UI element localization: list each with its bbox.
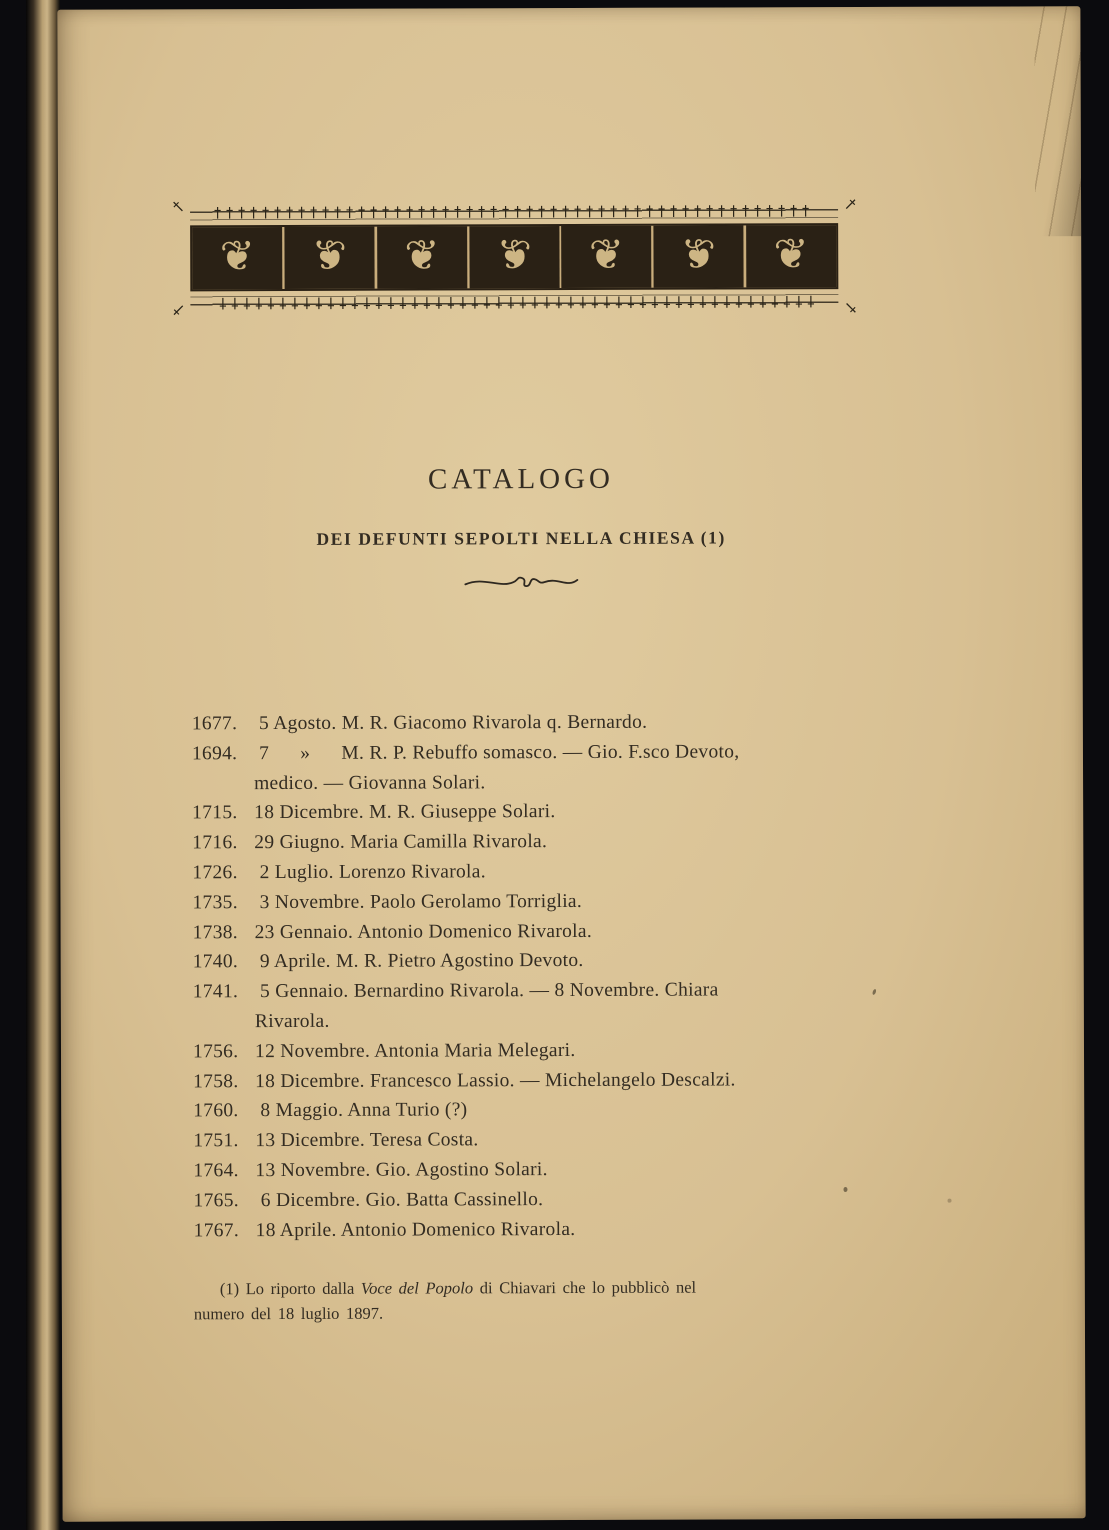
entry-year: 1764. <box>193 1160 239 1182</box>
paper-speck <box>843 1187 847 1192</box>
catalog-entry <box>193 1124 883 1156</box>
entry-text <box>254 886 882 918</box>
entries-list <box>192 707 884 1246</box>
entry-year: 1765. <box>193 1189 239 1212</box>
entry-line: 8 Maggio. Anna Turio (?) <box>255 1099 468 1122</box>
page <box>57 6 1085 1522</box>
ornament-tile-icon: ❦ <box>469 226 559 288</box>
entry-line: 29 Giugno. Maria Camilla Rivarola. <box>254 831 548 854</box>
entry-text <box>255 1154 883 1186</box>
ornament-band <box>190 223 838 291</box>
entry-year: 1740. <box>192 951 239 973</box>
entry-year: 1677. <box>191 713 238 735</box>
footnote-text: (1) Lo riporto dalla <box>219 1278 361 1299</box>
entry-line: Rivarola. <box>254 1010 330 1033</box>
paper-speck <box>948 1199 952 1203</box>
ornament-tile-icon: ❦ <box>746 225 836 287</box>
entry-text <box>255 945 883 977</box>
ornament-tile-icon: ❦ <box>377 226 467 288</box>
catalog-entry <box>194 1213 884 1245</box>
entry-year: 1694. <box>191 742 238 765</box>
entry-text <box>254 826 882 858</box>
catalog-entry <box>192 737 882 799</box>
ornament-corner-pin-icon: † <box>841 194 860 214</box>
entry-text <box>255 975 883 1037</box>
book-spine <box>26 0 60 1530</box>
entry-line: 2 Luglio. Lorenzo Rivarola. <box>254 861 486 884</box>
catalog-entry <box>193 1154 883 1186</box>
catalog-entry <box>193 1094 883 1126</box>
catalog-entry <box>193 945 883 977</box>
catalog-entry <box>193 975 883 1037</box>
entry-year: 1735. <box>192 891 238 914</box>
ornament-fringe-top: †††††††††††††††††††††††††††††††††††††††††††††††††† <box>190 199 838 225</box>
entry-text <box>255 1094 883 1126</box>
entry-text <box>255 915 883 947</box>
entry-line: 9 Aprile. M. R. Pietro Agostino Devoto. <box>254 950 584 973</box>
catalog-entry <box>192 856 882 888</box>
entry-line: 23 Gennaio. Antonio Domenico Rivarola. <box>254 920 593 943</box>
entry-line: 13 Dicembre. Teresa Costa. <box>255 1129 479 1152</box>
page-corner-shade <box>1034 6 1081 236</box>
header-ornament <box>168 194 860 320</box>
entry-line: 13 Novembre. Gio. Agostino Solari. <box>255 1159 548 1182</box>
entry-text <box>254 796 882 828</box>
entry-year: 1758. <box>193 1070 239 1092</box>
catalog-entry <box>192 707 882 739</box>
footnote-text: di Chiavari che lo pubblicò nel <box>473 1277 697 1298</box>
entry-year: 1751. <box>193 1130 239 1152</box>
entry-text <box>255 1124 883 1156</box>
entry-year: 1741. <box>192 981 239 1003</box>
catalog-entry <box>193 1064 883 1096</box>
entry-text <box>255 1035 883 1067</box>
entry-year: 1715. <box>192 802 238 824</box>
entry-text <box>254 737 882 799</box>
entry-line: 7 » M. R. P. Rebuffo somasco. — Gio. F.sco Devoto, <box>253 741 740 764</box>
footnote-line-1 <box>194 1275 894 1302</box>
ornament-tile-icon: ❦ <box>654 225 744 287</box>
entry-text <box>255 1184 883 1216</box>
footnote <box>194 1275 894 1326</box>
ornament-tile-icon: ❦ <box>284 227 374 289</box>
entry-year: 1726. <box>192 862 238 884</box>
catalog-entry <box>192 826 882 858</box>
entry-year: 1756. <box>192 1040 239 1063</box>
ornament-tile-icon: ❦ <box>192 227 282 289</box>
entry-year: 1716. <box>192 832 238 854</box>
footnote-italic-text: Voce del Popolo <box>360 1278 474 1298</box>
catalog-entry <box>193 1035 883 1067</box>
entry-line: 5 Gennaio. Bernardino Rivarola. — 8 Novembre. Chiara <box>254 979 719 1003</box>
entry-line: 5 Agosto. M. R. Giacomo Rivarola q. Bernardo. <box>253 711 648 735</box>
catalog-entry <box>193 1184 883 1216</box>
entry-year: 1760. <box>193 1100 239 1122</box>
ornament-fringe-bottom: †††††††††††††††††††††††††††††††††††††††††††††††††† <box>190 289 838 315</box>
page-title: CATALOGO <box>427 462 615 496</box>
entry-text <box>254 856 882 888</box>
divider-flourish-icon <box>191 571 851 598</box>
ornament-tile-icon: ❦ <box>561 226 651 288</box>
ornament-corner-pin-icon: † <box>168 197 187 216</box>
catalog-entry <box>193 915 883 947</box>
entry-line: medico. — Giovanna Solari. <box>254 771 486 794</box>
entry-year: 1767. <box>193 1219 240 1241</box>
entry-line: 6 Dicembre. Gio. Batta Cassinello. <box>255 1188 544 1211</box>
page-subtitle: DEI DEFUNTI SEPOLTI NELLA CHIESA (1) <box>316 527 726 549</box>
entry-line: 18 Dicembre. M. R. Giuseppe Solari. <box>254 801 556 824</box>
entry-line: 18 Aprile. Antonio Domenico Rivarola. <box>255 1218 576 1241</box>
entry-line: 12 Novembre. Antonia Maria Melegari. <box>254 1039 576 1062</box>
entry-line: 18 Dicembre. Francesco Lassio. — Michelangelo Descalzi. <box>255 1068 736 1092</box>
catalog-entry <box>192 886 882 918</box>
catalog-entry <box>192 796 882 828</box>
ornament-corner-pin-icon: † <box>841 299 860 318</box>
entry-year: 1738. <box>192 921 238 943</box>
ornament-corner-pin-icon: † <box>169 301 188 320</box>
entry-text <box>256 1213 884 1245</box>
entry-text <box>255 1064 883 1096</box>
entry-line: 3 Novembre. Paolo Gerolamo Torriglia. <box>254 890 583 913</box>
entry-text <box>254 707 882 739</box>
footnote-line-2: numero del 18 luglio 1897. <box>193 1303 384 1323</box>
